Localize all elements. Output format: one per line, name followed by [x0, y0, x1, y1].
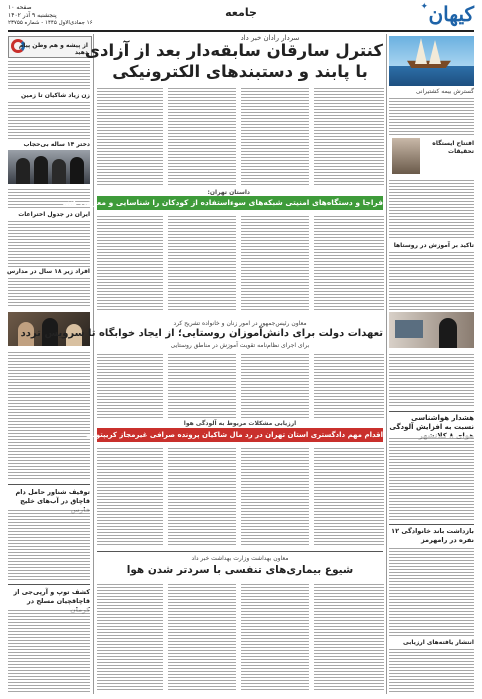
green-kicker: داستان تهران:	[207, 189, 250, 196]
story-4-col-1	[314, 446, 384, 546]
left-item-2-headline: دختر ۱۴ ساله بی‌حجاب	[23, 141, 90, 148]
logo-text: کیهان	[428, 2, 474, 26]
column-divider-right	[386, 34, 387, 694]
right-item-5-text	[389, 647, 474, 693]
red-banner: اقدام مهم دادگستری استان تهران در رد مال شاکیان پرونده صرافی غیرمجاز کریپتولند	[97, 428, 383, 442]
story-5-col-3	[168, 582, 236, 692]
story-5-col-1	[314, 582, 384, 692]
left-item-1-text	[8, 100, 90, 140]
right-item-0-text	[389, 96, 474, 136]
newspaper-logo	[404, 2, 474, 28]
left-item-6-headline: کشف توپ و آرپی‌جی از قاچاقچیان مسلح در	[13, 588, 90, 605]
right-item-1-text	[389, 178, 474, 240]
header-rule	[8, 30, 474, 32]
left-item-5-text	[8, 508, 90, 580]
left-column-text-a	[8, 350, 90, 480]
section-title: جامعه	[225, 6, 257, 19]
left-item-4-headline: افراد زیر ۱۸ سال در مدارس	[7, 268, 90, 275]
story-5-col-2	[241, 582, 309, 692]
main-headline-2: با پابند و دستبندهای الکترونیکی	[112, 62, 368, 81]
green-banner: فراجا و دستگاه‌های امنیتی شبکه‌های سوءاستفاده از کودکان را شناسایی و معرفی کنند	[97, 196, 383, 210]
right-item-2-headline: تاکید بر آموزش در روستاها	[393, 242, 474, 249]
right-photo-ship	[389, 36, 474, 86]
story-3-col-1	[314, 352, 384, 418]
page-number: صفحه ۱۰	[8, 4, 32, 11]
right-item-3-text	[389, 436, 474, 520]
right-photo-interview	[389, 312, 474, 348]
promo-body-text	[8, 59, 90, 89]
left-item-3-text	[8, 219, 90, 267]
story-3-col-4	[97, 352, 163, 418]
teachers-kicker: معاون رئیس‌جمهور در امور زنان و خانواده تشریح کرد	[173, 320, 307, 327]
mid-caption: ارزیابی مشکلات مربوط به آلودگی هوا	[183, 420, 297, 427]
right-item-2-text	[389, 250, 474, 310]
promo-box	[8, 36, 92, 58]
right-small-photo	[392, 138, 420, 174]
left-divider	[8, 484, 90, 485]
bottom-headline: شیوع بیماری‌های تنفسی با سردتر شدن هوا	[126, 564, 354, 576]
main-body-col-3	[168, 86, 236, 186]
story-2-col-2	[241, 214, 309, 310]
story-5-col-4	[97, 582, 163, 692]
right-item-5-headline: انتشار یافته‌های ارزیابی	[403, 639, 474, 646]
story-4-col-4	[97, 446, 163, 546]
bottom-story-rule	[97, 551, 383, 552]
right-item-3-headline: هشدار هواشناسی نسبت به افزایش آلودگی	[389, 414, 474, 431]
teachers-subheadline: برای اجرای نظام‌نامه تقویت آموزش در مناطق روستایی	[170, 342, 310, 349]
right-item-4-text	[389, 546, 474, 636]
main-body-col-1	[314, 86, 384, 186]
story-4-col-2	[241, 446, 309, 546]
main-body-col-2	[241, 86, 309, 186]
right-divider	[389, 411, 474, 412]
story-2-col-3	[168, 214, 236, 310]
story-3-col-3	[168, 352, 236, 418]
right-caption-1: گسترش بیمه کشتیرانی	[415, 88, 474, 95]
story-4-col-3	[168, 446, 236, 546]
date-line: پنجشنبه ۹ آذر ۱۴۰۲	[8, 12, 57, 19]
right-divider-2	[389, 524, 474, 525]
main-headline-1: کنترل سارقان سابقه‌دار بعد از آزادی	[84, 41, 383, 60]
main-kicker: سردار رادان خبر داد	[240, 34, 300, 42]
bottom-kicker: معاون بهداشت وزارت بهداشت خبر داد	[191, 555, 289, 562]
left-item-5-headline: توقیف شناور حامل دام قاچاق در آب‌های خلیج	[15, 488, 90, 505]
story-2-col-4	[97, 214, 163, 310]
left-item-1-headline: زن زیاد شاکیان تا زمین	[21, 92, 90, 99]
promo-title: از پیشه و هم وطن پیام دهید	[18, 42, 88, 56]
main-body-col-4	[97, 86, 163, 186]
right-item-1-headline: افتتاح ایستگاه تحقیقات	[432, 140, 474, 155]
left-divider-2	[8, 584, 90, 585]
logo-emblem-icon: ✦	[420, 2, 428, 12]
story-3-col-2	[241, 352, 309, 418]
issue-line: ۱۶ جمادی‌الاول ۱۴۴۵ - شماره ۲۳۷۵۵	[8, 20, 93, 26]
left-item-6-text	[8, 608, 90, 692]
right-column-text-a	[389, 352, 474, 408]
column-divider-left	[93, 34, 94, 694]
teachers-headline: تعهدات دولت برای دانش‌آموزان روستایی؛ از ایجاد خوابگاه تا سرویس تردد	[20, 328, 383, 339]
left-photo-women	[8, 150, 90, 184]
left-item-3-headline: ایران در جدول اختراعات	[18, 211, 90, 218]
right-item-4-headline: بازداشت باند خانوادگی ۱۲ نفره در رامهرمز	[391, 527, 474, 544]
left-item-4-text	[8, 276, 90, 308]
story-2-col-1	[314, 214, 384, 310]
